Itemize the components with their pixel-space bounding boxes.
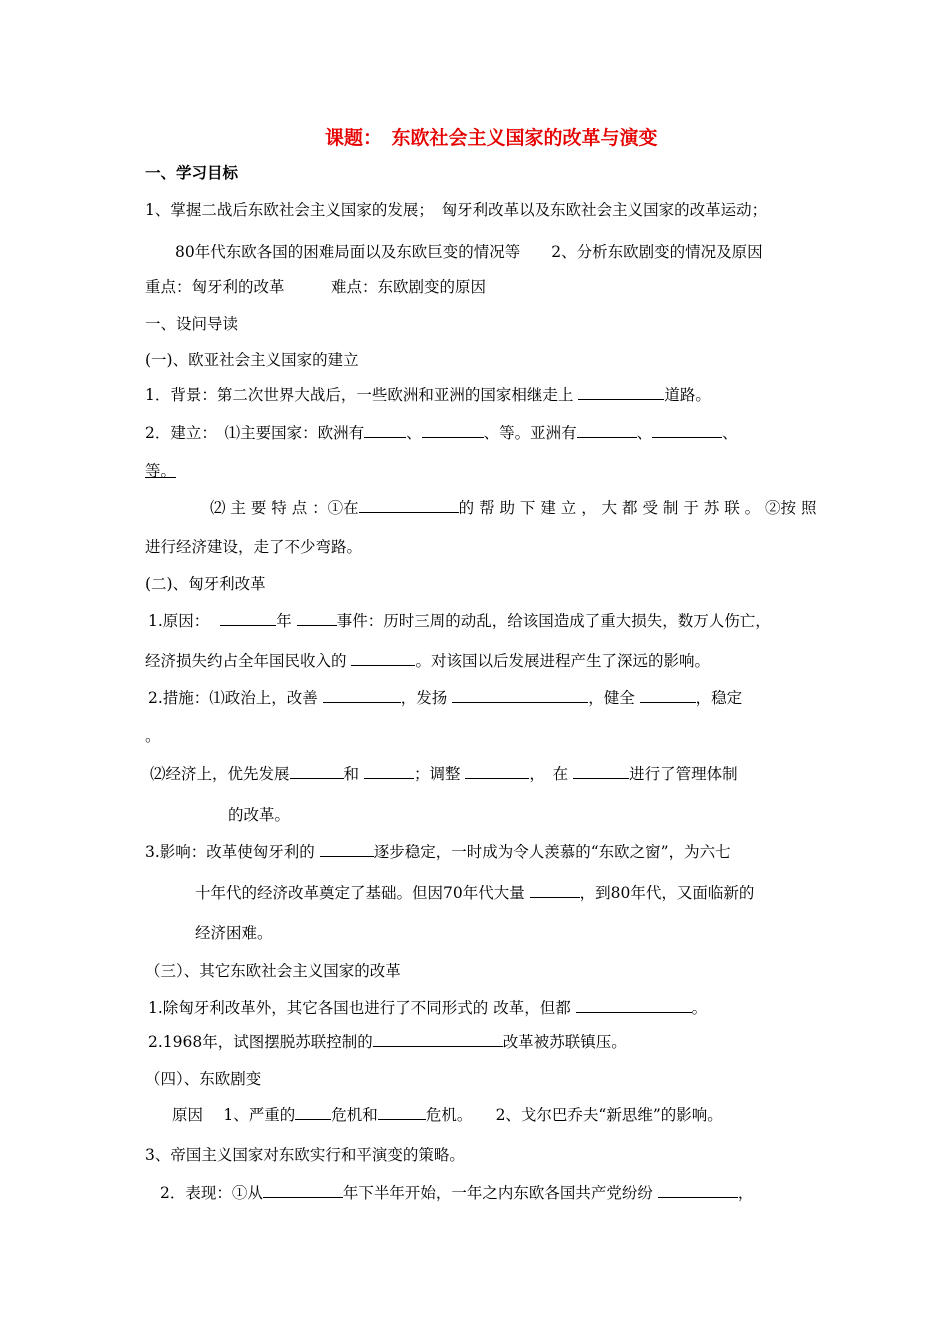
blank-field[interactable] <box>378 1104 426 1120</box>
text-line: 等。 <box>145 462 177 480</box>
blank-field[interactable] <box>364 422 406 438</box>
blank-field[interactable] <box>263 1182 343 1198</box>
text-line: 3.影响：改革使匈牙利的 逐步稳定，一时成为令人羡慕的“东欧之窗”，为六七 <box>145 843 731 861</box>
blank-field[interactable] <box>573 763 629 779</box>
subsection-heading: (一)、欧亚社会主义国家的建立 <box>145 351 359 369</box>
blank-field[interactable] <box>578 384 664 400</box>
text-line: 2．表现：①从 年下半年开始，一年之内东欧各国共产党纷纷 ， <box>160 1184 754 1202</box>
blank-field[interactable] <box>530 882 580 898</box>
text-line: 的改革。 <box>228 806 291 824</box>
blank-field[interactable] <box>422 422 484 438</box>
blank-field[interactable] <box>290 763 344 779</box>
blank-field[interactable] <box>359 497 459 513</box>
text-line: 1.原因： 年 事件：历时三周的动乱，给该国造成了重大损失，数万人伤亡， <box>148 612 771 630</box>
blank-field[interactable] <box>320 841 374 857</box>
subsection-heading: （四）、东欧剧变 <box>145 1070 262 1088</box>
text-line: 。 <box>145 727 161 745</box>
blank-field[interactable] <box>295 1104 331 1120</box>
text-line: 1．背景：第二次世界大战后，一些欧洲和亚洲的国家相继走上 道路。 <box>145 386 711 404</box>
subsection-heading: （三）、其它东欧社会主义国家的改革 <box>145 962 401 980</box>
blank-field[interactable] <box>576 997 692 1013</box>
subsection-heading: (二)、匈牙利改革 <box>145 575 266 593</box>
blank-field[interactable] <box>323 687 401 703</box>
text-line: 2．建立： ⑴主要国家：欧洲有 、 、等。亚洲有 、 、 <box>145 424 738 442</box>
text-line: 进行经济建设，走了不少弯路。 <box>145 538 363 556</box>
text-line: ⑵ 主 要 特 点 ：①在 的 帮 助 下 建 立 ， 大 都 受 制 于 苏 联 。 ②按 照 <box>210 499 817 517</box>
blank-field[interactable] <box>364 763 414 779</box>
blank-field[interactable] <box>373 1031 503 1047</box>
text-line: 经济困难。 <box>195 924 273 942</box>
blank-field[interactable] <box>465 763 529 779</box>
text-line: 3、帝国主义国家对东欧实行和平演变的策略。 <box>145 1146 465 1164</box>
blank-field[interactable] <box>652 422 722 438</box>
text-line: 经济损失约占全年国民收入的 。对该国以后发展进程产生了深远的影响。 <box>145 652 710 670</box>
section-heading-objectives: 一、学习目标 <box>145 163 239 182</box>
text-line: 1.除匈牙利改革外，其它各国也进行了不同形式的 改革，但都 。 <box>148 999 708 1017</box>
text-line: 十年代的经济改革奠定了基础。但因70年代大量 ，到80年代，又面临新的 <box>195 884 755 902</box>
blank-field[interactable] <box>220 610 276 626</box>
text-line: ⑵经济上，优先发展 和 ；调整 ， 在 进行了管理体制 <box>150 765 738 783</box>
text-line: 重点：匈牙利的改革 难点：东欧剧变的原因 <box>145 278 487 296</box>
blank-field[interactable] <box>658 1182 738 1198</box>
text-line: 80年代东欧各国的困难局面以及东欧巨变的情况等 2、分析东欧剧变的情况及原因 <box>175 243 763 261</box>
blank-field[interactable] <box>452 687 588 703</box>
section-heading-guide: 一、设问导读 <box>145 315 239 333</box>
page-title: 课题： 东欧社会主义国家的改革与演变 <box>325 127 658 149</box>
blank-field[interactable] <box>577 422 637 438</box>
text-line: 2.措施：⑴政治上，改善 ，发扬 ，健全 ，稳定 <box>148 689 743 707</box>
text-line: 1、掌握二战后东欧社会主义国家的发展； 匈牙利改革以及东欧社会主义国家的改革运动； <box>145 201 768 219</box>
blank-field[interactable] <box>351 650 415 666</box>
text-line: 原因 1、严重的 危机和 危机。 2、戈尔巴乔夫“新思维”的影响。 <box>172 1106 723 1124</box>
blank-field[interactable] <box>640 687 696 703</box>
blank-field[interactable] <box>297 610 337 626</box>
text-line: 2.1968年，试图摆脱苏联控制的 改革被苏联镇压。 <box>148 1033 627 1051</box>
